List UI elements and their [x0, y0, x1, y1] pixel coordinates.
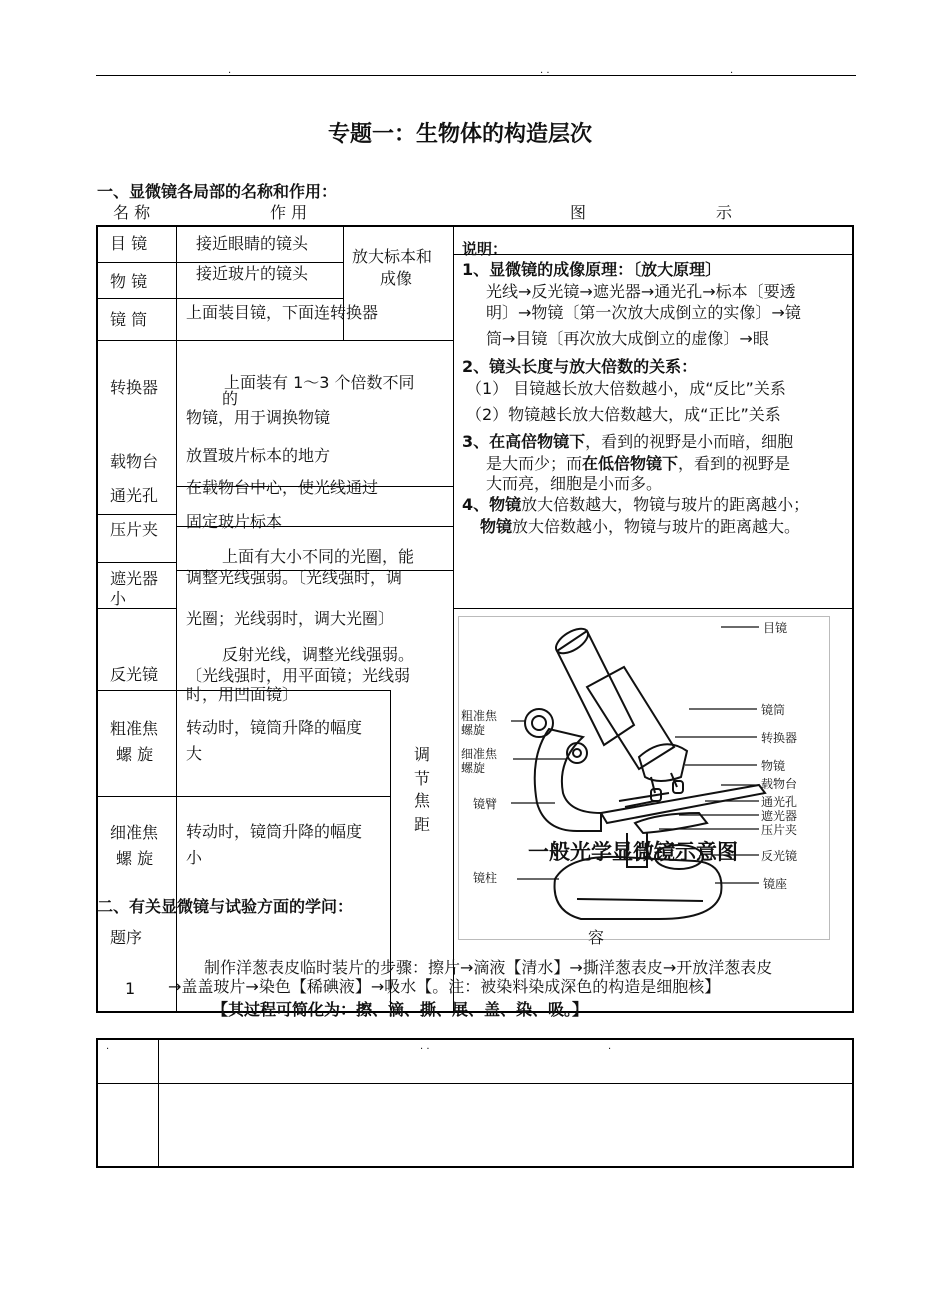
label-tube: 镜筒 [761, 703, 786, 717]
note3-text-b: 是大而少；而 [486, 454, 583, 473]
col-header-function: 作 用 [270, 203, 308, 222]
note1-line1: 光线→反光镜→遮光器→通光孔→标本〔要透 [486, 282, 796, 301]
part-func-diaphragm-2: 调整光线强弱。〔光线强时，调 [186, 568, 403, 587]
part-name-converter: 转换器 [110, 378, 159, 397]
label-fine-1: 细准焦 [461, 747, 498, 761]
part-func-converter-3: 物镜，用于调换物镜 [186, 408, 331, 427]
col-header-name: 名 称 [113, 203, 151, 222]
label-base: 镜座 [763, 877, 788, 891]
part-name-stage: 载物台 [110, 452, 159, 471]
table2-dot-mid: . . [420, 1041, 430, 1052]
part-func-hole: 在载物台中心，使光线通过 [186, 478, 379, 497]
note4-text-1: 放大倍数越大，物镜与玻片的距离越小； [521, 495, 810, 514]
focus-label-1: 调 [414, 745, 431, 764]
part-func-tube: 上面装目镜，下面连转换器 [186, 303, 379, 322]
focus-label-2: 节 [414, 769, 431, 788]
notes-label: 说明： [462, 240, 508, 258]
col-header-number: 题序 [110, 928, 143, 947]
part-func-clip: 固定玻片标本 [186, 512, 283, 531]
note2-line2: （2）物镜越长放大倍数越大，成“正比”关系 [466, 405, 781, 424]
note3-line3: 大而亮，细胞是小而多。 [486, 474, 663, 493]
part-func-objective: 接近玻片的镜头 [196, 264, 309, 283]
focus-label-4: 距 [414, 815, 431, 834]
note3-bold-high: 3、在高倍物镜下 [462, 432, 586, 451]
part-func-mirror-1: 反射光线，调整光线强弱。 [222, 645, 415, 664]
row1-line2: →盖盖玻片→染色【稀碘液】→吸水【。注：被染料染成深色的构造是细胞核】 [168, 977, 721, 996]
part-func-shared-1: 放大标本和 [352, 247, 433, 266]
label-hole: 通光孔 [761, 795, 798, 809]
part-name-tube: 镜 筒 [110, 310, 148, 329]
part-func-coarse-1: 转动时，镜筒升降的幅度 [186, 718, 363, 737]
part-func-mirror-2: 〔光线强时，用平面镜；光线弱 [186, 666, 411, 685]
part-func-mirror-3: 时，用凹面镜〕 [186, 685, 299, 704]
label-mirror: 反光镜 [761, 849, 798, 863]
note3-line1 [462, 431, 793, 453]
note4-line1 [462, 494, 809, 516]
label-fine-2: 螺旋 [461, 761, 486, 775]
part-func-shared-2: 成像 [380, 269, 413, 288]
part-func-diaphragm-3: 光圈；光线弱时，调大光圈〕 [186, 609, 395, 628]
part-name-diaphragm-1: 遮光器 [110, 569, 159, 588]
label-coarse-2: 螺旋 [461, 723, 486, 737]
note3-text-c: ，看到的视野是 [678, 454, 791, 473]
table2-dot-left: . [106, 1041, 110, 1052]
part-func-diaphragm-1: 上面有大小不同的光圈，能 [222, 547, 415, 566]
note3-line2 [486, 453, 790, 475]
label-eyepiece: 目镜 [763, 621, 788, 635]
note1-line2: 明〕→物镜〔第一次放大成倒立的实像〕→镜 [486, 303, 801, 322]
note4-line2 [480, 516, 800, 538]
label-diaphragm: 遮光器 [761, 809, 798, 823]
section2-heading: 二、有关显微镜与试验方面的学问： [97, 897, 354, 916]
row1-number: 1 [125, 979, 136, 998]
focus-label-3: 焦 [414, 791, 431, 810]
part-name-coarse-2: 螺 旋 [116, 745, 154, 764]
part-name-coarse-1: 粗准焦 [110, 719, 159, 738]
part-name-mirror: 反光镜 [110, 665, 159, 684]
label-pillar: 镜柱 [473, 871, 498, 885]
part-name-diaphragm-2: 小 [110, 589, 127, 608]
part-func-coarse-2: 大 [186, 744, 203, 763]
note4-text-2: 放大倍数越小，物镜与玻片的距离越大。 [512, 517, 801, 536]
row1-line3: 【其过程可简化为：擦、滴、撕、展、盖、染、吸。】 [212, 1000, 589, 1019]
col-header-figure-1: 图 [570, 203, 587, 222]
col-header-content: 容 [588, 928, 605, 947]
note2-title: 2、镜头长度与放大倍数的关系： [462, 357, 698, 376]
note3-bold-low: 在低倍物镜下 [582, 454, 679, 473]
row1-line1: 制作洋葱表皮临时装片的步骤：擦片→滴液【清水】→撕洋葱表皮→开放洋葱表皮 [204, 958, 773, 977]
note4-bold-1: 4、物镜 [462, 495, 522, 514]
header-dot-right: . [730, 65, 734, 76]
part-func-stage: 放置玻片标本的地方 [186, 446, 331, 465]
part-name-objective: 物 镜 [110, 272, 148, 291]
header-dot-mid: . . [540, 65, 550, 76]
col-header-figure-2: 示 [716, 203, 733, 222]
note4-bold-2: 物镜 [480, 517, 513, 536]
note1-line3: 筒→目镜〔再次放大成倒立的虚像〕→眼 [486, 329, 769, 348]
label-coarse-1: 粗准焦 [461, 709, 498, 723]
part-func-converter-2: 的 [222, 389, 239, 408]
header-dot-left: . [228, 65, 232, 76]
part-func-converter-1: 上面装有 1～3 个倍数不同 [224, 373, 415, 392]
header-rule [96, 75, 856, 76]
diagram-caption: 一般光学显微镜示意图 [528, 840, 738, 864]
label-objective: 物镜 [761, 759, 786, 773]
page-title: 专题一：生物体的构造层次 [328, 122, 593, 147]
part-name-fine-1: 细准焦 [110, 823, 159, 842]
part-name-fine-2: 螺 旋 [116, 849, 154, 868]
section1-heading: 一、显微镜各局部的名称和作用： [97, 182, 338, 201]
note2-line1: （1） 目镜越长放大倍数越小，成“反比”关系 [466, 379, 786, 398]
note3-text-a: ，看到的视野是小而暗，细胞 [585, 432, 794, 451]
part-name-clip: 压片夹 [110, 520, 159, 539]
table2-dot-right: . [608, 1041, 612, 1052]
microscope-diagram [458, 616, 830, 940]
label-arm: 镜臂 [473, 797, 498, 811]
label-converter: 转换器 [761, 731, 798, 745]
part-name-hole: 通光孔 [110, 486, 159, 505]
note1-title: 1、显微镜的成像原理：〔放大原理〕 [462, 260, 722, 279]
part-func-fine-2: 小 [186, 848, 203, 867]
label-stage: 载物台 [761, 777, 798, 791]
part-name-eyepiece: 目 镜 [110, 234, 148, 253]
label-clip: 压片夹 [761, 823, 798, 837]
part-func-eyepiece: 接近眼睛的镜头 [196, 234, 309, 253]
part-func-fine-1: 转动时，镜筒升降的幅度 [186, 822, 363, 841]
